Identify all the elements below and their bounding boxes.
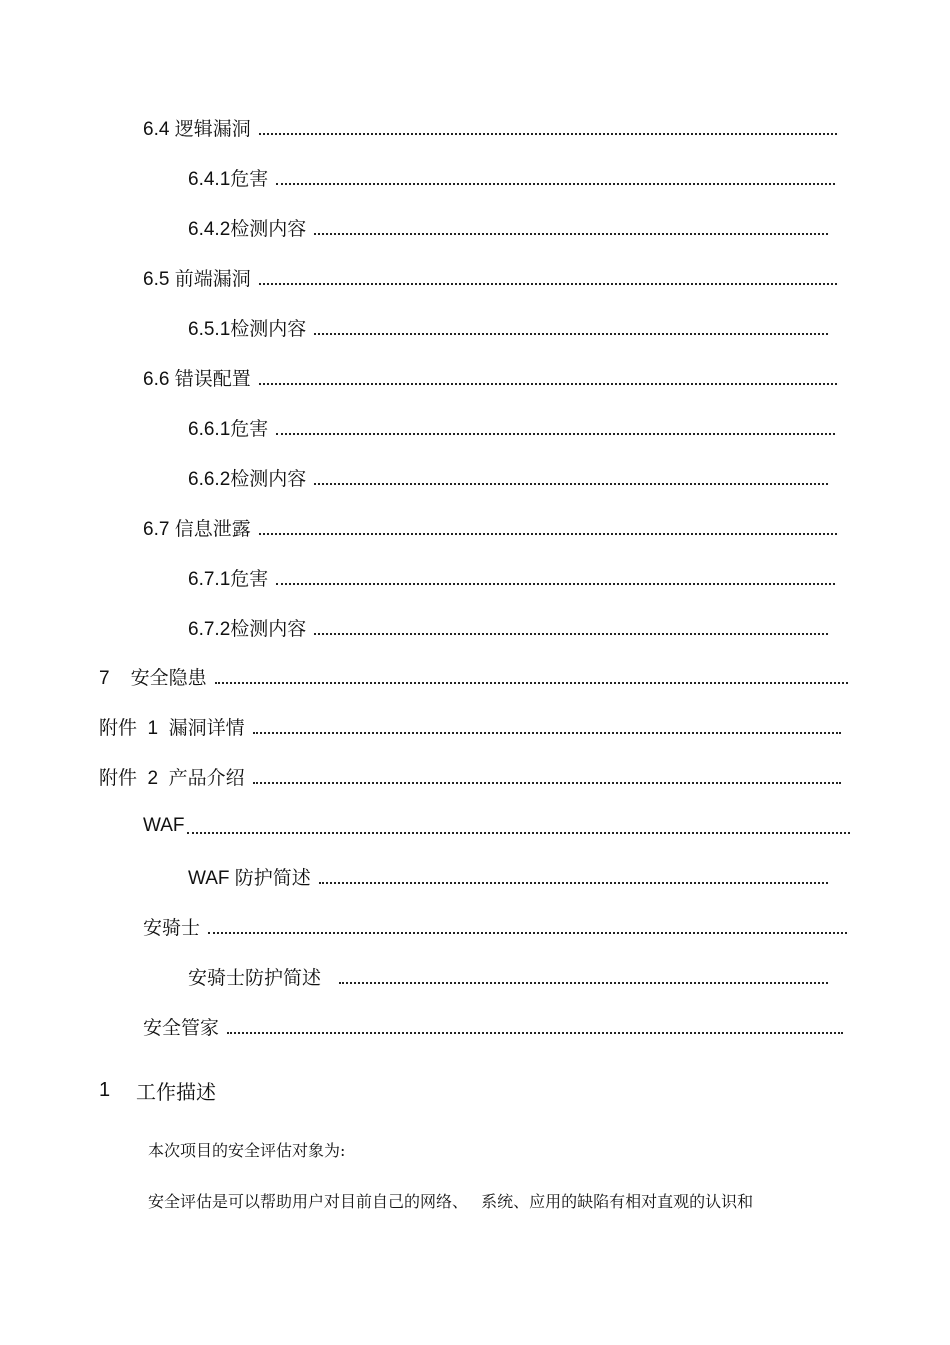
body-paragraph: 安全评估是可以帮助用户对目前自己的网络、 系统、应用的缺陷有相对直观的认识和	[148, 1192, 754, 1211]
toc-entry[interactable]	[143, 512, 837, 542]
toc-entry-label: 附件 1 漏洞详情	[99, 717, 245, 739]
toc-dot-leader	[215, 661, 848, 691]
toc-entry-label: 6.4.2检测内容	[188, 218, 307, 240]
toc-dot-leader	[339, 961, 828, 991]
toc-dot-leader	[259, 362, 837, 392]
toc-entry-label: 6.6.2检测内容	[188, 468, 307, 490]
toc-entry-label: 6.4.1危害	[188, 168, 269, 190]
toc-dot-leader	[319, 861, 828, 891]
body-paragraph: 本次项目的安全评估对象为:	[148, 1141, 346, 1160]
toc-dot-leader	[314, 462, 828, 492]
toc-dot-leader	[314, 312, 828, 342]
toc-entry-label: 7 安全隐患	[99, 667, 207, 689]
toc-dot-leader	[276, 562, 835, 592]
toc-entry[interactable]	[99, 761, 841, 791]
toc-entry[interactable]	[143, 262, 837, 292]
section-title: 工作描述	[136, 1081, 216, 1104]
toc-dot-leader	[259, 112, 837, 142]
toc-entry[interactable]	[143, 911, 847, 941]
toc-dot-leader	[208, 911, 847, 941]
toc-entry[interactable]	[188, 562, 835, 592]
toc-dot-leader	[276, 162, 835, 192]
toc-entry-label: 6.7 信息泄露	[143, 518, 251, 540]
toc-entry-label: 安骑士	[143, 917, 201, 939]
toc-entry[interactable]	[99, 661, 848, 691]
toc-entry-label: 6.7.2检测内容	[188, 618, 307, 640]
toc-entry-label: 6.5 前端漏洞	[143, 268, 251, 290]
toc-entry[interactable]	[188, 961, 828, 991]
toc-dot-leader	[259, 512, 837, 542]
toc-dot-leader	[276, 412, 835, 442]
toc-entry[interactable]	[188, 612, 828, 642]
toc-entry[interactable]	[188, 162, 835, 192]
toc-dot-leader	[227, 1011, 843, 1041]
toc-dot-leader	[314, 212, 828, 242]
toc-dot-leader	[187, 811, 850, 841]
toc-entry-label: 6.7.1危害	[188, 568, 269, 590]
toc-entry[interactable]	[188, 312, 828, 342]
toc-dot-leader	[253, 711, 841, 741]
toc-entry-label: 6.6.1危害	[188, 418, 269, 440]
toc-entry-label: 6.5.1检测内容	[188, 318, 307, 340]
toc-entry-label: WAF	[143, 815, 185, 836]
toc-dot-leader	[253, 761, 841, 791]
toc-entry[interactable]	[99, 711, 841, 741]
toc-entry[interactable]	[143, 1011, 843, 1041]
toc-entry-label: 6.4 逻辑漏洞	[143, 118, 251, 140]
toc-entry[interactable]	[188, 412, 835, 442]
toc-dot-leader	[259, 262, 837, 292]
toc-entry-label: 6.6 错误配置	[143, 368, 251, 390]
toc-entry-label: 安全管家	[143, 1017, 220, 1039]
section-number: 1	[99, 1078, 111, 1101]
toc-entry[interactable]	[143, 362, 837, 392]
toc-entry[interactable]	[143, 112, 837, 142]
toc-entry[interactable]	[188, 861, 828, 891]
toc-entry-label: WAF 防护简述	[188, 867, 311, 889]
toc-entry[interactable]	[143, 811, 850, 841]
toc-entry[interactable]	[188, 212, 828, 242]
toc-entry[interactable]	[188, 462, 828, 492]
toc-entry-label: 安骑士防护简述	[188, 967, 322, 989]
toc-dot-leader	[314, 612, 828, 642]
toc-entry-label: 附件 2 产品介绍	[99, 767, 245, 789]
section-heading	[99, 1074, 216, 1106]
